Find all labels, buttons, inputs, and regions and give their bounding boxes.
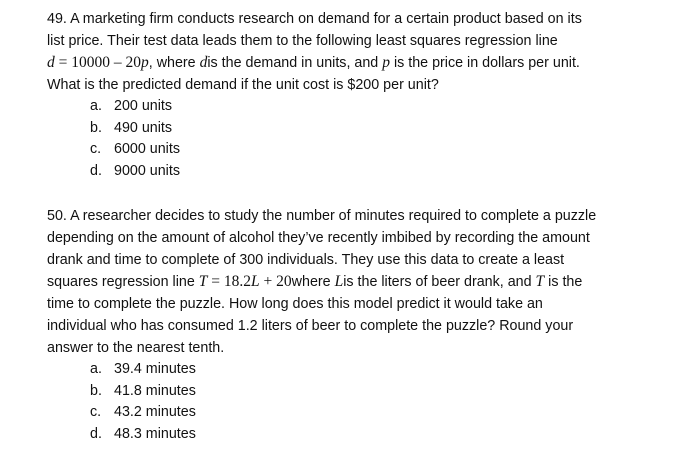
option-text: 6000 units bbox=[114, 141, 180, 158]
question-49 bbox=[47, 8, 667, 183]
text-segment: squares regression line bbox=[47, 274, 199, 290]
question-text: A researcher decides to study the number of minutes required to complete a puzzle bbox=[70, 208, 597, 224]
question-line: answer to the nearest tenth. bbox=[47, 340, 225, 356]
question-line: drank and time to complete of 300 individuals. They use this data to create a least bbox=[47, 252, 565, 268]
answer-option-b[interactable] bbox=[47, 118, 667, 140]
option-letter: b. bbox=[90, 119, 102, 136]
option-letter: d. bbox=[90, 163, 102, 180]
option-letter: b. bbox=[90, 382, 102, 399]
variable-symbol: d bbox=[199, 54, 208, 71]
question-line: list price. Their test data leads them to the following least squares regression line bbox=[47, 33, 558, 49]
variable-symbol: T bbox=[535, 273, 545, 290]
question-50 bbox=[47, 205, 667, 446]
answer-option-d[interactable] bbox=[47, 161, 667, 183]
question-number: 49. bbox=[47, 11, 67, 27]
question-line: depending on the amount of alcohol they’ve recently imbibed by recording the amount bbox=[47, 230, 590, 246]
option-text: 41.8 minutes bbox=[114, 382, 196, 399]
option-letter: c. bbox=[90, 141, 102, 158]
answer-option-d[interactable] bbox=[47, 424, 667, 446]
option-letter: c. bbox=[90, 404, 102, 421]
option-text: 48.3 minutes bbox=[114, 426, 196, 443]
question-text: A marketing firm conducts research on demand for a certain product based on its bbox=[70, 11, 582, 27]
answer-option-c[interactable] bbox=[47, 139, 667, 161]
question-line: time to complete the puzzle. How long does this model predict it would take an bbox=[47, 296, 543, 312]
answer-options bbox=[47, 359, 667, 446]
question-line-equation bbox=[47, 271, 667, 293]
answer-option-a[interactable] bbox=[47, 96, 667, 118]
text-segment: is the bbox=[544, 274, 583, 290]
option-text: 200 units bbox=[114, 98, 173, 114]
option-text: 39.4 minutes bbox=[114, 361, 196, 377]
answer-option-c[interactable] bbox=[47, 402, 667, 424]
text-segment: is the liters of beer drank, and bbox=[343, 274, 536, 290]
regression-equation: d = 10000 – 20p bbox=[47, 54, 149, 71]
option-letter: a. bbox=[90, 361, 102, 377]
question-line: individual who has consumed 1.2 liters of beer to complete the puzzle? Round your bbox=[47, 318, 574, 334]
answer-options bbox=[47, 96, 667, 183]
variable-symbol: L bbox=[334, 273, 344, 290]
option-text: 490 units bbox=[114, 119, 173, 136]
answer-option-a[interactable] bbox=[47, 359, 667, 381]
text-segment: , where bbox=[148, 55, 200, 71]
question-line-equation bbox=[47, 52, 667, 74]
question-line bbox=[47, 205, 667, 227]
option-letter: d. bbox=[90, 426, 102, 443]
question-line bbox=[47, 8, 667, 30]
variable-symbol: p bbox=[382, 54, 390, 71]
text-segment: is the demand in units, and bbox=[207, 55, 383, 71]
question-line: What is the predicted demand if the unit cost is $200 per unit? bbox=[47, 77, 439, 93]
answer-option-b[interactable] bbox=[47, 381, 667, 403]
text-segment: is the price in dollars per unit. bbox=[389, 55, 580, 71]
text-segment: where bbox=[291, 274, 335, 290]
option-text: 9000 units bbox=[114, 163, 180, 180]
option-letter: a. bbox=[90, 98, 102, 114]
question-number: 50. bbox=[47, 208, 67, 224]
regression-equation: T = 18.2L + 20 bbox=[198, 273, 292, 290]
option-text: 43.2 minutes bbox=[114, 404, 196, 421]
